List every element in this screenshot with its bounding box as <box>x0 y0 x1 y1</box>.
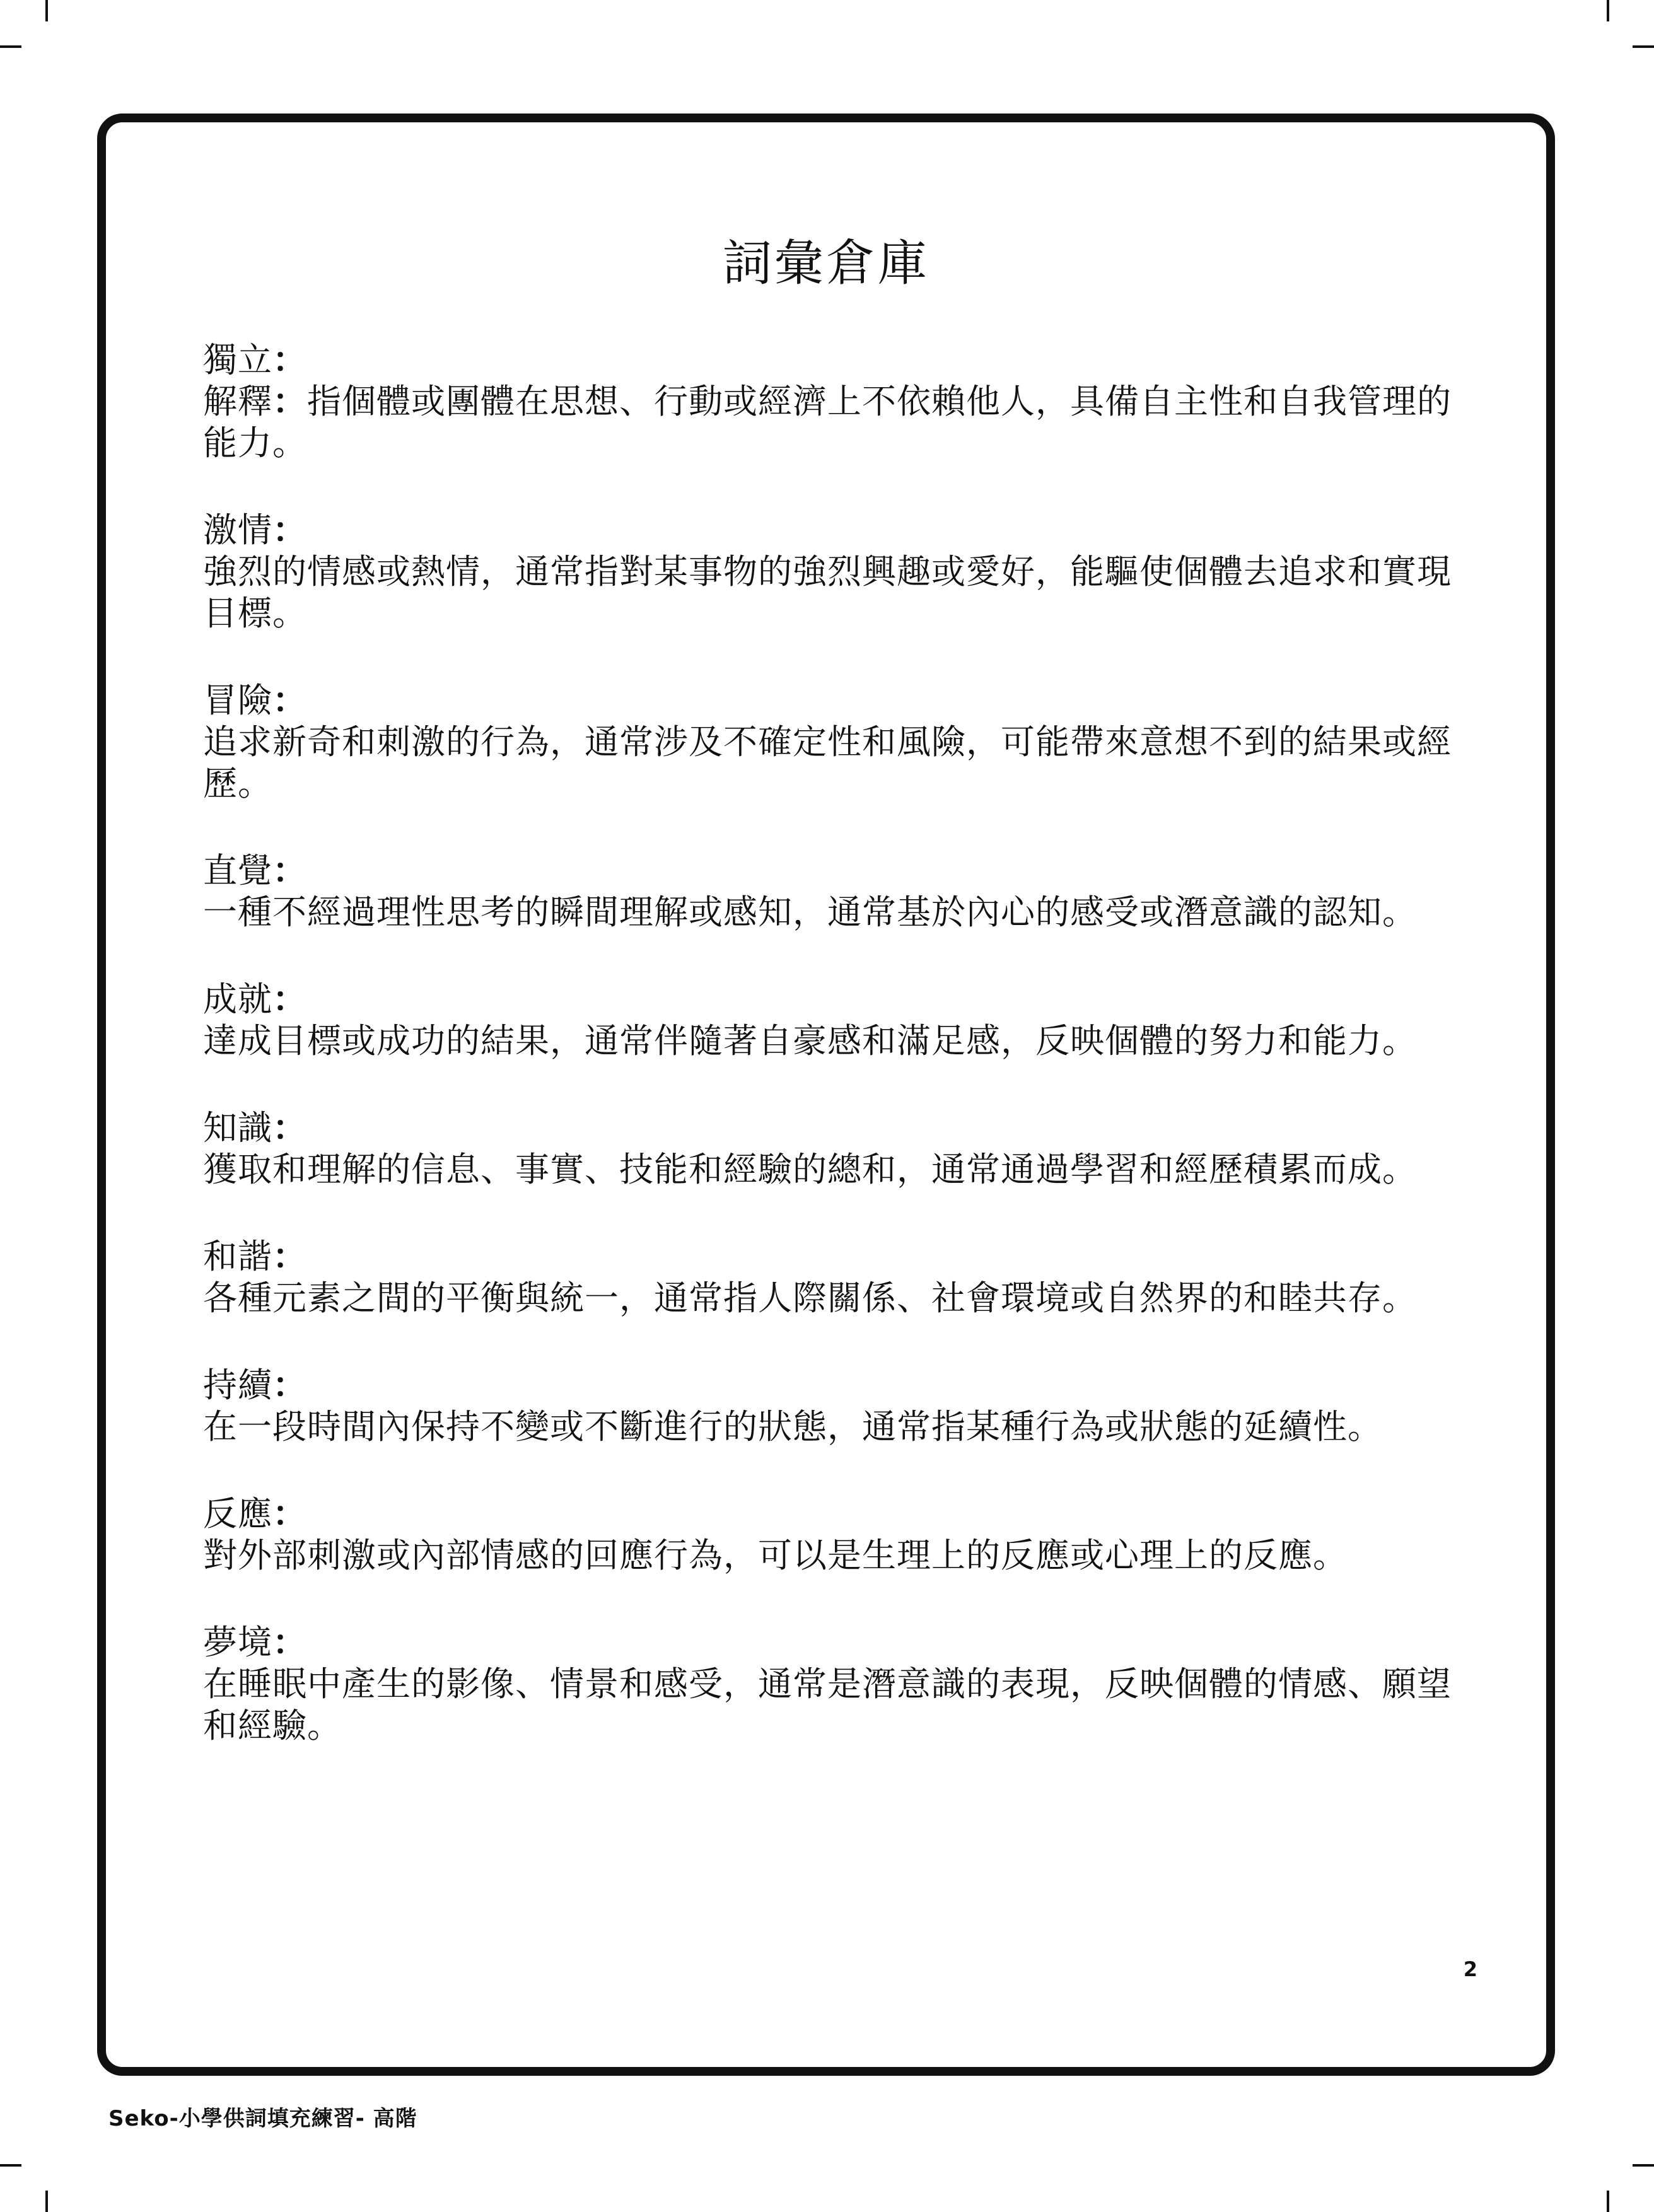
definition: 獲取和理解的信息、事實、技能和經驗的總和，通常通過學習和經歷積累而成。 <box>203 1150 1417 1189</box>
colon: ： <box>272 340 307 380</box>
term: 成就 <box>203 979 272 1019</box>
footer-text: Seko-小學供詞填充練習- 高階 <box>108 2106 417 2131</box>
definition: 達成目標或成功的結果，通常伴隨著自豪感和滿足感，反映個體的努力和能力。 <box>203 1021 1417 1061</box>
crop-mark <box>45 2191 48 2212</box>
crop-mark <box>1633 2164 1654 2167</box>
vocabulary-list <box>203 339 1471 1792</box>
vocabulary-entry-achievement <box>203 979 1471 1062</box>
term-line <box>203 1493 1471 1535</box>
definition: 在一段時間內保持不變或不斷進行的狀態，通常指某種行為或狀態的延續性。 <box>203 1407 1382 1447</box>
term-line <box>203 509 1471 551</box>
term: 和諧 <box>203 1237 272 1276</box>
colon: ： <box>272 680 307 720</box>
definition: 追求新奇和刺激的行為，通常涉及不確定性和風險，可能帶來意想不到的結果或經歷。 <box>203 722 1452 803</box>
definition-label: 解釋 <box>203 381 272 421</box>
definition-line <box>203 381 1471 464</box>
crop-mark <box>0 2164 21 2167</box>
term: 直覺 <box>203 851 272 890</box>
crop-mark <box>1633 45 1654 48</box>
vocabulary-entry-reaction <box>203 1493 1471 1576</box>
crop-mark <box>45 0 48 21</box>
term: 持續 <box>203 1365 272 1405</box>
term: 激情 <box>203 510 272 550</box>
definition: 指個體或團體在思想、行動或經濟上不依賴他人，具備自主性和自我管理的能力。 <box>203 381 1452 463</box>
term-line <box>203 1236 1471 1278</box>
colon: ： <box>272 1108 307 1148</box>
definition: 在睡眠中產生的影像、情景和感受，通常是潛意識的表現，反映個體的情感、願望和經驗。 <box>203 1664 1452 1745</box>
colon: ： <box>272 1237 307 1276</box>
term-line <box>203 1107 1471 1149</box>
definition: 各種元素之間的平衡與統一，通常指人際關係、社會環境或自然界的和睦共存。 <box>203 1278 1417 1318</box>
term: 知識 <box>203 1108 272 1148</box>
term: 反應 <box>203 1494 272 1534</box>
crop-mark <box>1607 2191 1609 2212</box>
crop-mark <box>1607 0 1609 21</box>
term-line <box>203 680 1471 721</box>
vocabulary-entry-harmony <box>203 1236 1471 1319</box>
term: 獨立 <box>203 340 272 380</box>
definition: 強烈的情感或熱情，通常指對某事物的強烈興趣或愛好，能驅使個體去追求和實現目標。 <box>203 552 1452 633</box>
term-line <box>203 1622 1471 1663</box>
colon: ： <box>272 1622 307 1662</box>
colon: ： <box>272 510 307 550</box>
colon: ： <box>272 851 307 890</box>
definition: 對外部刺激或內部情感的回應行為，可以是生理上的反應或心理上的反應。 <box>203 1535 1348 1575</box>
vocabulary-entry-independence <box>203 339 1471 464</box>
vocabulary-entry-knowledge <box>203 1107 1471 1190</box>
colon: ： <box>272 381 307 421</box>
colon: ： <box>272 1365 307 1405</box>
term: 冒險 <box>203 680 272 720</box>
term: 夢境 <box>203 1622 272 1662</box>
page-title: 詞彙倉庫 <box>722 235 929 292</box>
definition: 一種不經過理性思考的瞬間理解或感知，通常基於內心的感受或潛意識的認知。 <box>203 892 1417 932</box>
vocabulary-entry-adventure <box>203 680 1471 805</box>
vocabulary-entry-dream <box>203 1622 1471 1747</box>
vocabulary-entry-passion <box>203 509 1471 634</box>
crop-mark <box>0 45 21 48</box>
term-line <box>203 1365 1471 1406</box>
term-line <box>203 850 1471 892</box>
vocabulary-entry-intuition <box>203 850 1471 933</box>
term-line <box>203 339 1471 381</box>
term-line <box>203 979 1471 1020</box>
vocabulary-entry-continuity <box>203 1365 1471 1448</box>
page-number: 2 <box>1463 1957 1477 1981</box>
colon: ： <box>272 979 307 1019</box>
colon: ： <box>272 1494 307 1534</box>
